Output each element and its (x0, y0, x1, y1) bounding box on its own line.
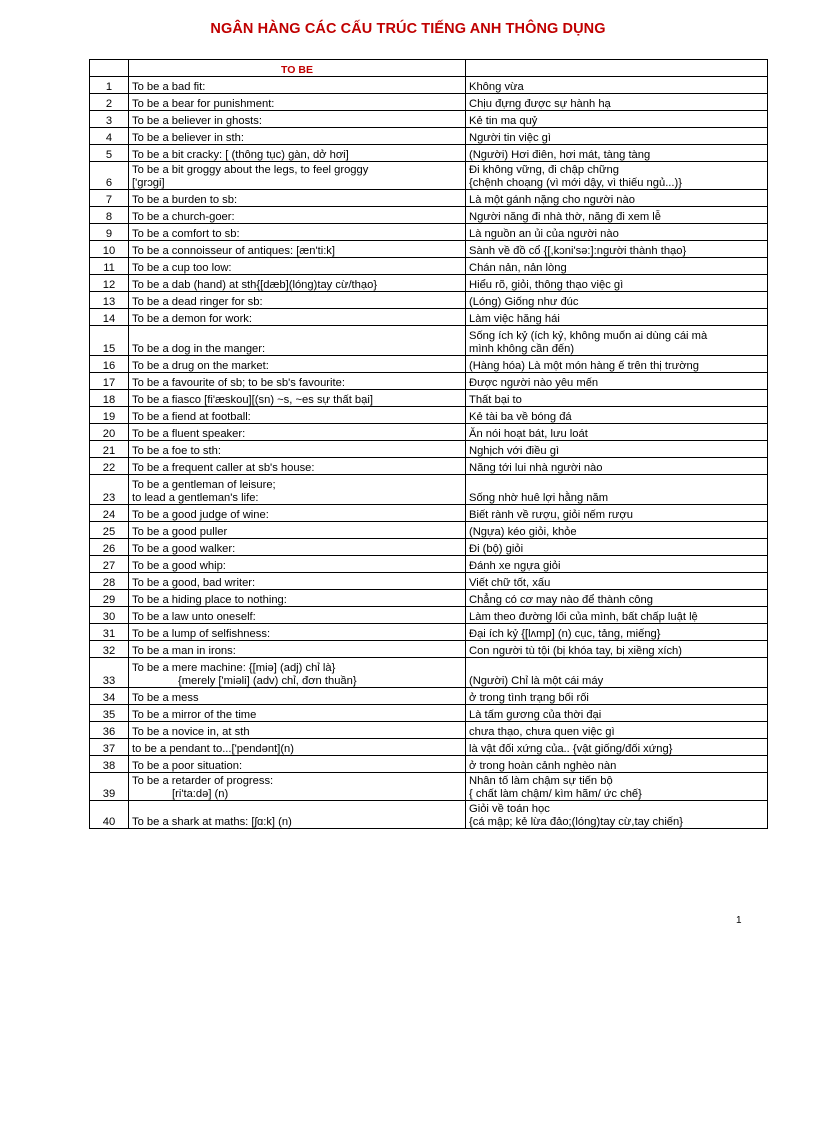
english-structure (129, 607, 466, 624)
table-row (90, 292, 768, 309)
english-line: To be a believer in ghosts: (132, 114, 262, 127)
meaning-line: Thất bại to (469, 393, 522, 406)
english-structure (129, 424, 466, 441)
meaning-line: Chẳng có cơ may nào để thành công (469, 593, 653, 606)
english-line: To be a believer in sth: (132, 131, 244, 144)
row-number: 7 (90, 190, 129, 207)
english-line: To be a fluent speaker: (132, 427, 246, 440)
row-number: 1 (90, 77, 129, 94)
vietnamese-meaning (466, 145, 768, 162)
english-line: To be a dog in the manger: (132, 342, 266, 355)
row-number: 24 (90, 505, 129, 522)
vietnamese-meaning (466, 275, 768, 292)
table-header-to-be: TO BE (129, 60, 466, 77)
english-structure (129, 539, 466, 556)
table-row (90, 688, 768, 705)
vietnamese-meaning (466, 292, 768, 309)
english-line: To be a foe to sth: (132, 444, 221, 457)
english-structure (129, 705, 466, 722)
meaning-line: Nghịch với điều gì (469, 444, 560, 457)
vietnamese-meaning (466, 688, 768, 705)
english-structure (129, 441, 466, 458)
row-number: 27 (90, 556, 129, 573)
english-structure (129, 326, 466, 356)
table-row (90, 556, 768, 573)
table-row (90, 190, 768, 207)
english-line: [ri'ta:də] (n) (172, 787, 229, 800)
meaning-line: Giỏi về toán học (469, 803, 550, 816)
table-row (90, 539, 768, 556)
meaning-line: Người tin việc gì (469, 131, 551, 144)
vietnamese-meaning (466, 556, 768, 573)
english-structure (129, 522, 466, 539)
english-line: ['grɔgi] (132, 176, 165, 189)
english-line: to lead a gentleman's life: (132, 491, 259, 504)
table-header-row (90, 60, 768, 77)
row-number: 17 (90, 373, 129, 390)
english-line: To be a good, bad writer: (132, 576, 256, 589)
english-structure (129, 407, 466, 424)
english-structure (129, 658, 466, 688)
table-row (90, 590, 768, 607)
table-row (90, 624, 768, 641)
meaning-line: chưa thạo, chưa quen việc gì (469, 725, 615, 738)
vietnamese-meaning (466, 390, 768, 407)
meaning-line: Biết rành về rượu, giỏi nếm rượu (469, 508, 633, 521)
english-line: To be a good judge of wine: (132, 508, 269, 521)
english-structure (129, 505, 466, 522)
english-structure (129, 739, 466, 756)
english-structure (129, 77, 466, 94)
table-row (90, 162, 768, 190)
vietnamese-meaning (466, 407, 768, 424)
english-structure (129, 292, 466, 309)
meaning-line: Người năng đi nhà thờ, năng đi xem lễ (469, 210, 661, 223)
meaning-line: Làm việc hăng hái (469, 312, 560, 325)
vietnamese-meaning (466, 539, 768, 556)
meaning-line: (Người) Hơi điên, hơi mát, tàng tàng (469, 148, 651, 161)
english-line: To be a novice in, at sth (132, 725, 250, 738)
english-structure (129, 458, 466, 475)
english-structure (129, 356, 466, 373)
english-line: To be a fiend at football: (132, 410, 251, 423)
table-row (90, 145, 768, 162)
vietnamese-meaning (466, 641, 768, 658)
english-line: To be a dab (hand) at sth{[dæb](lóng)tay cừ/thạo} (132, 278, 378, 291)
english-line: To be a burden to sb: (132, 193, 238, 206)
table-row (90, 356, 768, 373)
english-line: To be a lump of selfishness: (132, 627, 271, 640)
table-row (90, 407, 768, 424)
english-structure (129, 207, 466, 224)
table-row (90, 326, 768, 356)
row-number: 36 (90, 722, 129, 739)
meaning-line: Con người tù tội (bị khóa tay, bị xiềng xích) (469, 644, 682, 657)
table-row (90, 641, 768, 658)
row-number: 30 (90, 607, 129, 624)
table-row (90, 607, 768, 624)
meaning-line: Đi không vững, đi chập chững (469, 164, 619, 177)
row-number: 14 (90, 309, 129, 326)
header-meaning-cell (466, 60, 768, 77)
english-line: To be a bear for punishment: (132, 97, 275, 110)
row-number: 38 (90, 756, 129, 773)
row-number: 33 (90, 658, 129, 688)
vietnamese-meaning (466, 801, 768, 829)
vietnamese-meaning (466, 77, 768, 94)
row-number: 13 (90, 292, 129, 309)
english-line: To be a hiding place to nothing: (132, 593, 287, 606)
meaning-line: Sành về đồ cổ {[,kɔni'sə:]:người thành thạo} (469, 244, 687, 257)
row-number: 35 (90, 705, 129, 722)
english-structure (129, 162, 466, 190)
row-number: 3 (90, 111, 129, 128)
meaning-line: (Người) Chỉ là một cái máy (469, 674, 604, 687)
english-line: To be a connoisseur of antiques: [æn'ti:k] (132, 244, 336, 257)
english-structure (129, 190, 466, 207)
table-row (90, 573, 768, 590)
meaning-line: Năng tới lui nhà người nào (469, 461, 603, 474)
english-line: To be a poor situation: (132, 759, 243, 772)
english-structure (129, 722, 466, 739)
table-row (90, 458, 768, 475)
meaning-line: {chệnh choạng (vì mới dậy, vì thiếu ngủ...)} (469, 176, 682, 189)
vietnamese-meaning (466, 241, 768, 258)
table-row (90, 658, 768, 688)
row-number: 11 (90, 258, 129, 275)
header-num-cell (90, 60, 129, 77)
vietnamese-meaning (466, 162, 768, 190)
english-line: To be a bad fit: (132, 80, 206, 93)
english-line: To be a mess (132, 691, 199, 704)
vietnamese-meaning (466, 458, 768, 475)
vietnamese-meaning (466, 441, 768, 458)
table-row (90, 801, 768, 829)
english-line: To be a fiasco [fi'æskou][(sn) ~s, ~es sự thất bại] (132, 393, 373, 406)
vietnamese-meaning (466, 475, 768, 505)
table-row (90, 739, 768, 756)
meaning-line: (Ngựa) kéo giỏi, khỏe (469, 525, 577, 538)
english-line: To be a comfort to sb: (132, 227, 240, 240)
meaning-line: (Lóng) Giống như đúc (469, 295, 579, 308)
row-number: 22 (90, 458, 129, 475)
table-row (90, 241, 768, 258)
row-number: 34 (90, 688, 129, 705)
english-structure (129, 94, 466, 111)
table-row (90, 722, 768, 739)
table-row (90, 77, 768, 94)
table-row (90, 475, 768, 505)
vietnamese-meaning (466, 111, 768, 128)
row-number: 8 (90, 207, 129, 224)
table-row (90, 207, 768, 224)
row-number: 37 (90, 739, 129, 756)
english-line: To be a good puller (132, 525, 228, 538)
row-number: 39 (90, 773, 129, 801)
english-structure (129, 145, 466, 162)
vietnamese-meaning (466, 705, 768, 722)
vocabulary-table (89, 59, 768, 829)
meaning-line: Sống nhờ huê lợi hằng năm (469, 491, 609, 504)
english-structure (129, 773, 466, 801)
row-number: 28 (90, 573, 129, 590)
meaning-line: Kẻ tin ma quỷ (469, 114, 538, 127)
row-number: 2 (90, 94, 129, 111)
table-row (90, 522, 768, 539)
english-line: To be a gentleman of leisure; (132, 479, 276, 492)
table-row (90, 441, 768, 458)
english-line: to be a pendant to...['pendənt](n) (132, 742, 294, 755)
vietnamese-meaning (466, 624, 768, 641)
english-structure (129, 309, 466, 326)
english-line: To be a man in irons: (132, 644, 236, 657)
row-number: 18 (90, 390, 129, 407)
meaning-line: Đánh xe ngựa giỏi (469, 559, 561, 572)
english-line: To be a bit groggy about the legs, to feel groggy (132, 164, 369, 177)
english-line: To be a bit cracky: [ (thông tục) gàn, dở hơi] (132, 148, 349, 161)
meaning-line: Đi (bộ) giỏi (469, 542, 524, 555)
english-structure (129, 641, 466, 658)
row-number: 5 (90, 145, 129, 162)
english-structure (129, 556, 466, 573)
page-number: 1 (736, 915, 742, 926)
row-number: 25 (90, 522, 129, 539)
vietnamese-meaning (466, 658, 768, 688)
vietnamese-meaning (466, 424, 768, 441)
table-row (90, 773, 768, 801)
row-number: 29 (90, 590, 129, 607)
english-structure (129, 275, 466, 292)
english-line: To be a good whip: (132, 559, 226, 572)
vietnamese-meaning (466, 522, 768, 539)
table-row (90, 258, 768, 275)
english-structure (129, 373, 466, 390)
vietnamese-meaning (466, 607, 768, 624)
english-line: To be a mere machine: {[miə] (adj) chỉ là} (132, 662, 336, 675)
row-number: 26 (90, 539, 129, 556)
row-number: 6 (90, 162, 129, 190)
english-structure (129, 624, 466, 641)
english-line: To be a drug on the market: (132, 359, 269, 372)
row-number: 12 (90, 275, 129, 292)
vietnamese-meaning (466, 722, 768, 739)
row-number: 15 (90, 326, 129, 356)
english-structure (129, 258, 466, 275)
english-line: To be a cup too low: (132, 261, 232, 274)
meaning-line: Đại ích kỷ {[lʌmp] (n) cục, tảng, miếng} (469, 627, 661, 640)
vietnamese-meaning (466, 739, 768, 756)
meaning-line: {cá mập; kẻ lừa đảo;(lóng)tay cừ,tay chiến} (469, 815, 683, 828)
english-line: To be a demon for work: (132, 312, 253, 325)
english-line: To be a church-goer: (132, 210, 235, 223)
table-row (90, 128, 768, 145)
meaning-line: Kẻ tài ba về bóng đá (469, 410, 572, 423)
meaning-line: Sống ích kỷ (ích kỷ, không muốn ai dùng cái mà (469, 330, 708, 343)
english-line: To be a good walker: (132, 542, 236, 555)
meaning-line: Chán nản, nản lòng (469, 261, 567, 274)
table-row (90, 309, 768, 326)
vietnamese-meaning (466, 773, 768, 801)
meaning-line: Là tấm gương của thời đại (469, 708, 602, 721)
english-line: To be a retarder of progress: (132, 775, 274, 788)
english-structure (129, 111, 466, 128)
english-structure (129, 756, 466, 773)
row-number: 40 (90, 801, 129, 829)
english-structure (129, 688, 466, 705)
vietnamese-meaning (466, 326, 768, 356)
vietnamese-meaning (466, 373, 768, 390)
row-number: 4 (90, 128, 129, 145)
meaning-line: Ăn nói hoạt bát, lưu loát (469, 427, 588, 440)
row-number: 32 (90, 641, 129, 658)
vietnamese-meaning (466, 505, 768, 522)
row-number: 20 (90, 424, 129, 441)
meaning-line: { chất làm chậm/ kìm hãm/ ức chế} (469, 787, 642, 800)
english-structure (129, 801, 466, 829)
english-structure (129, 475, 466, 505)
english-line: To be a frequent caller at sb's house: (132, 461, 315, 474)
english-line: {merely ['miəli] (adv) chỉ, đơn thuần} (178, 674, 357, 687)
meaning-line: Viết chữ tốt, xấu (469, 576, 551, 589)
meaning-line: Là nguồn an ủi của người nào (469, 227, 619, 240)
english-structure (129, 128, 466, 145)
vietnamese-meaning (466, 356, 768, 373)
meaning-line: (Hàng hóa) Là một món hàng ế trên thị trường (469, 359, 699, 372)
meaning-line: Hiểu rõ, giỏi, thông thạo việc gì (469, 278, 624, 291)
table-row (90, 705, 768, 722)
english-line: To be a shark at maths: [ʃɑ:k] (n) (132, 815, 292, 828)
english-structure (129, 224, 466, 241)
table-row (90, 111, 768, 128)
vietnamese-meaning (466, 573, 768, 590)
vietnamese-meaning (466, 224, 768, 241)
meaning-line: mình không cần đến) (469, 342, 575, 355)
vietnamese-meaning (466, 190, 768, 207)
table-row (90, 373, 768, 390)
meaning-line: Chịu đựng được sự hành hạ (469, 97, 611, 110)
table-row (90, 390, 768, 407)
meaning-line: là vật đối xứng của.. {vật giống/đối xứng} (469, 742, 673, 755)
row-number: 21 (90, 441, 129, 458)
row-number: 23 (90, 475, 129, 505)
table-row (90, 505, 768, 522)
table-row (90, 756, 768, 773)
vietnamese-meaning (466, 258, 768, 275)
page-title: NGÂN HÀNG CÁC CẤU TRÚC TIẾNG ANH THÔNG DỤNG (210, 21, 606, 37)
english-structure (129, 390, 466, 407)
vietnamese-meaning (466, 309, 768, 326)
vietnamese-meaning (466, 756, 768, 773)
vietnamese-meaning (466, 94, 768, 111)
meaning-line: Nhân tố làm chậm sự tiến bộ (469, 775, 613, 788)
meaning-line: Là một gánh nặng cho người nào (469, 193, 635, 206)
table-row (90, 424, 768, 441)
table-row (90, 94, 768, 111)
row-number: 16 (90, 356, 129, 373)
table-row (90, 275, 768, 292)
meaning-line: Làm theo đường lối của mình, bất chấp luật lệ (469, 610, 698, 623)
row-number: 31 (90, 624, 129, 641)
meaning-line: Không vừa (469, 80, 524, 93)
english-structure (129, 573, 466, 590)
english-line: To be a favourite of sb; to be sb's favourite: (132, 376, 345, 389)
english-line: To be a dead ringer for sb: (132, 295, 263, 308)
row-number: 10 (90, 241, 129, 258)
row-number: 19 (90, 407, 129, 424)
vietnamese-meaning (466, 590, 768, 607)
english-line: To be a law unto oneself: (132, 610, 256, 623)
english-structure (129, 590, 466, 607)
table-row (90, 224, 768, 241)
meaning-line: ở trong hoàn cảnh nghèo nàn (469, 759, 617, 772)
vietnamese-meaning (466, 207, 768, 224)
row-number: 9 (90, 224, 129, 241)
english-line: To be a mirror of the time (132, 708, 257, 721)
meaning-line: ở trong tình trạng bối rối (469, 691, 589, 704)
vietnamese-meaning (466, 128, 768, 145)
english-structure (129, 241, 466, 258)
meaning-line: Được người nào yêu mến (469, 376, 599, 389)
